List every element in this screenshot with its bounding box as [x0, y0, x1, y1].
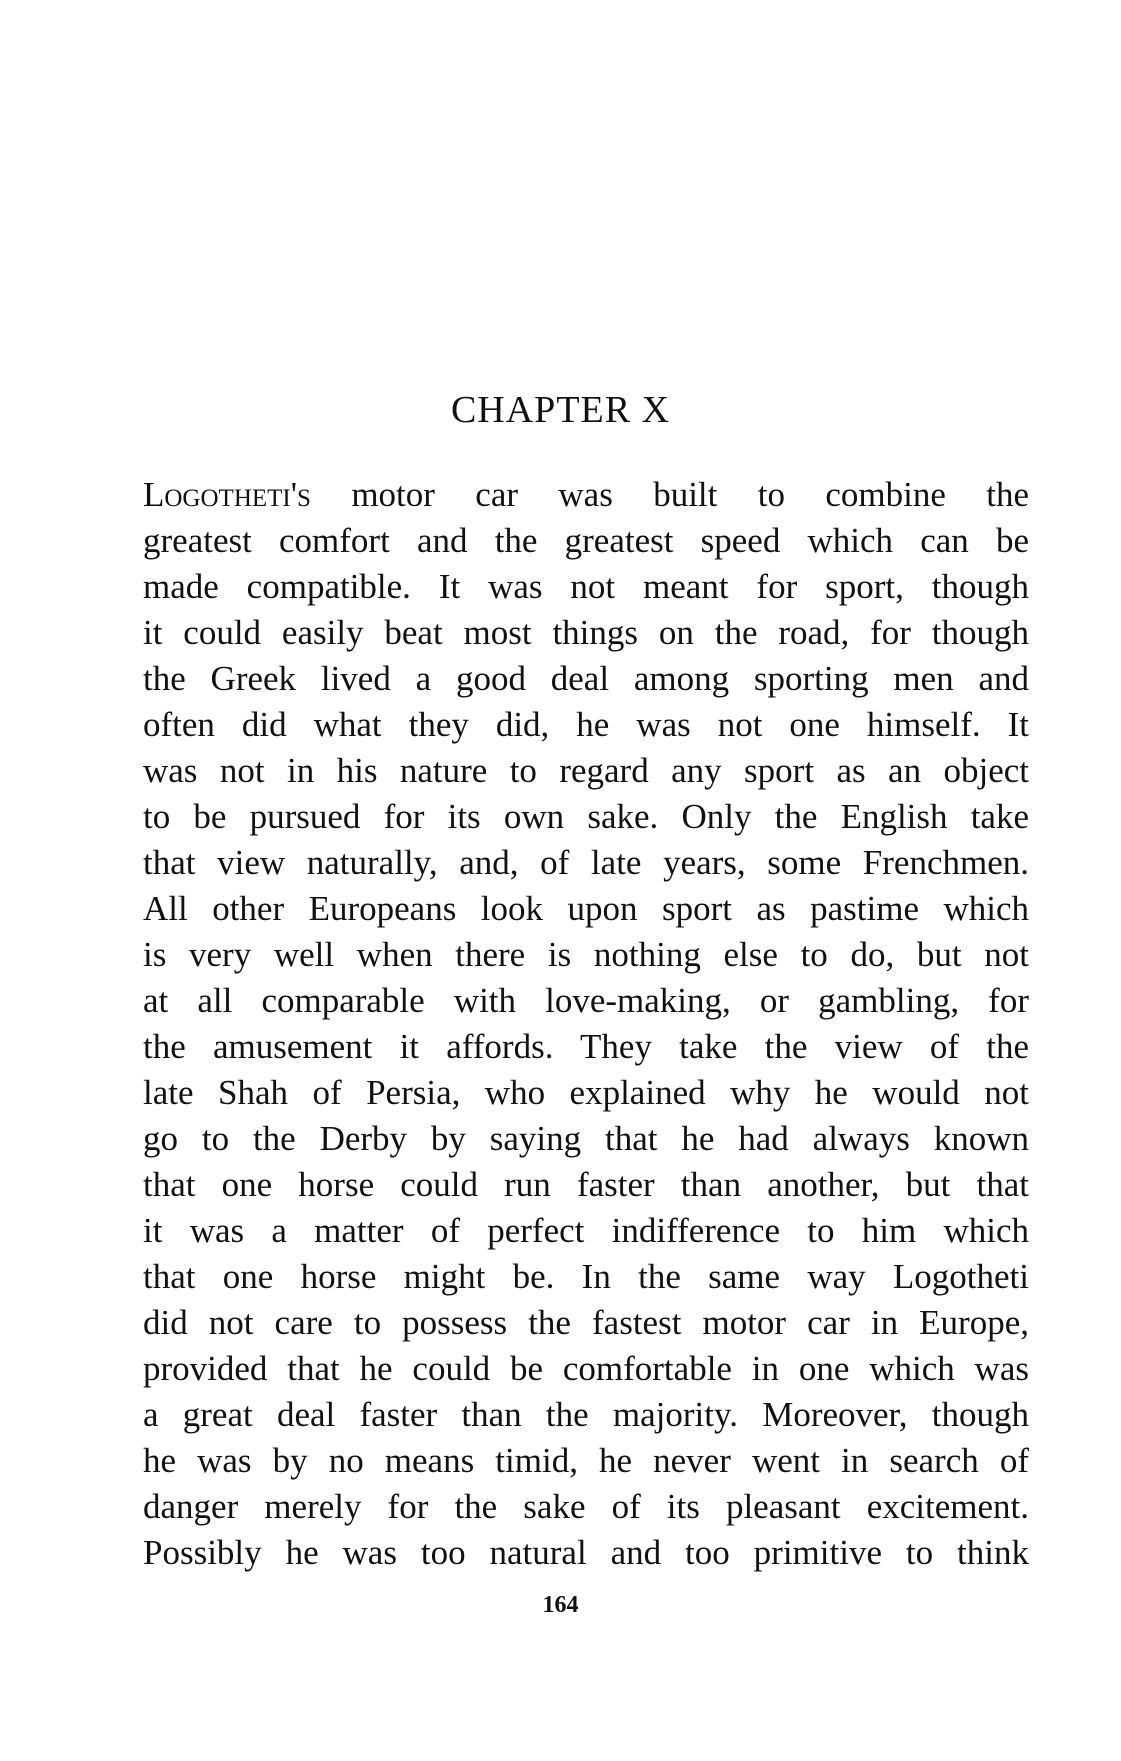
- text-line: is very well when there is nothing else to do, but not: [143, 935, 1029, 974]
- body-text: [143, 472, 1029, 1576]
- text-line-first: [143, 472, 1029, 518]
- text-line: late Shah of Persia, who explained why he would not: [143, 1073, 1029, 1112]
- text-line: greatest comfort and the greatest speed which can be: [143, 521, 1029, 560]
- text-line: at all comparable with love-making, or gambling, for: [143, 981, 1029, 1020]
- text-line: it was a matter of perfect indifference to him which: [143, 1211, 1029, 1250]
- text-line: Possibly he was too natural and too primitive to think: [143, 1533, 1029, 1572]
- text-line: to be pursued for its own sake. Only the English take: [143, 797, 1029, 836]
- chapter-title: CHAPTER X: [450, 389, 671, 431]
- page-number: 164: [542, 1592, 579, 1618]
- text-line: that one horse might be. In the same way Logotheti: [143, 1257, 1029, 1296]
- text-line: that view naturally, and, of late years, some Frenchmen.: [143, 843, 1029, 882]
- text-line: a great deal faster than the majority. Moreover, though: [143, 1395, 1029, 1434]
- lead-word: Logotheti's: [143, 475, 311, 514]
- text-line: the amusement it affords. They take the view of the: [143, 1027, 1029, 1066]
- text-line: the Greek lived a good deal among sporting men and: [143, 659, 1029, 698]
- text-line: was not in his nature to regard any sport as an object: [143, 751, 1029, 790]
- text-line: it could easily beat most things on the road, for though: [143, 613, 1029, 652]
- text-line: danger merely for the sake of its pleasant excitement.: [143, 1487, 1029, 1526]
- text-line: All other Europeans look upon sport as pastime which: [143, 889, 1029, 928]
- first-line-rest: motor car was built to combine the: [310, 475, 1029, 514]
- text-line: made compatible. It was not meant for sport, though: [143, 567, 1029, 606]
- text-line: that one horse could run faster than another, but that: [143, 1165, 1029, 1204]
- text-line: often did what they did, he was not one himself. It: [143, 705, 1029, 744]
- text-line: he was by no means timid, he never went in search of: [143, 1441, 1029, 1480]
- text-line: go to the Derby by saying that he had always known: [143, 1119, 1029, 1158]
- text-line: did not care to possess the fastest motor car in Europe,: [143, 1303, 1029, 1342]
- text-line: provided that he could be comfortable in one which was: [143, 1349, 1029, 1388]
